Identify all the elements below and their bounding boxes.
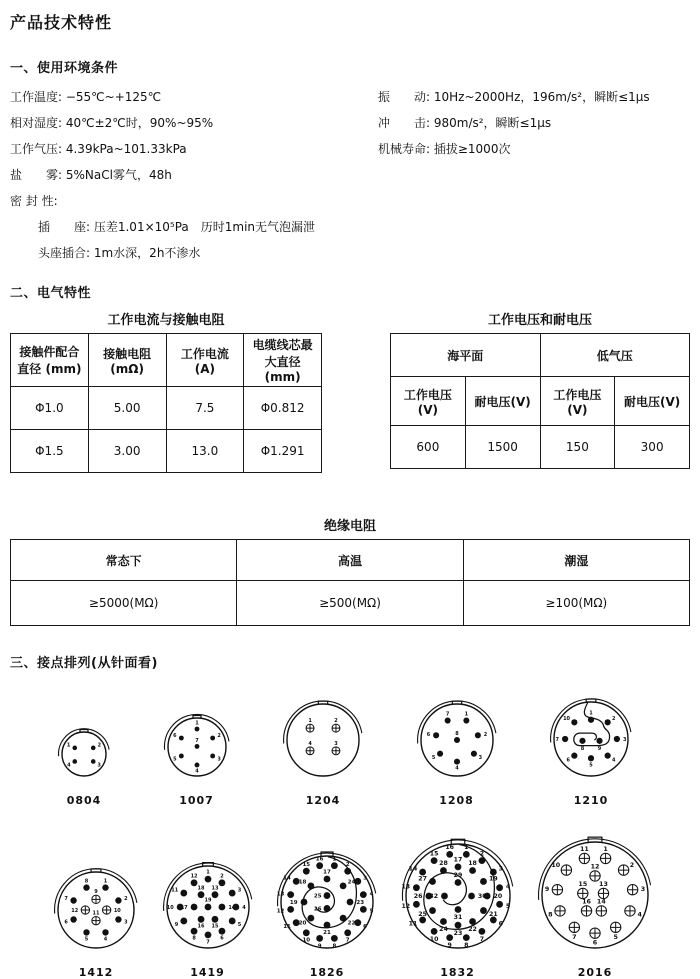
insulation-table	[10, 539, 690, 626]
table-cell: Φ1.291	[244, 430, 322, 473]
pin-label: 17	[180, 904, 188, 911]
section2-heading: 二、电气特性	[10, 286, 92, 301]
pin-label: 7	[194, 737, 199, 744]
pin-15	[429, 850, 438, 864]
pin-label: 12	[590, 863, 600, 871]
pin-23	[453, 922, 462, 937]
pin-label: 5	[505, 902, 510, 910]
pin-label: 2	[345, 861, 350, 868]
pin-label: 9	[174, 921, 178, 928]
pin-11	[92, 910, 100, 924]
pin-label: 7	[205, 939, 210, 946]
table-header-cell: 耐电压(V)	[615, 377, 690, 426]
pin-label: 5	[84, 936, 89, 943]
shell-circle	[62, 732, 106, 776]
pin-23	[347, 899, 365, 906]
pin-label: 2	[611, 715, 616, 722]
section3-heading: 三、接点排列(从针面看)	[10, 656, 158, 671]
pin-label: 21	[488, 910, 498, 918]
spec-line-shock: 冲 击: 980m/s²，瞬断≤1μs	[378, 116, 552, 130]
connector-label: 1208	[439, 794, 474, 807]
pin-label: 4	[67, 762, 71, 769]
pin-11	[579, 846, 589, 863]
table-header-cell: 接触电阻 (mΩ)	[88, 334, 166, 387]
pin-label: 6	[64, 919, 68, 926]
spec-line-mechanical-life: 机械寿命: 插拔≥1000次	[378, 142, 511, 156]
pin-30	[468, 893, 487, 901]
spec-line-relative-humidity: 相对湿度: 40℃±2℃时，90%~95%	[10, 116, 214, 130]
pin-label: 11	[283, 924, 291, 931]
pin-label: 16	[315, 856, 324, 863]
connector-item	[405, 688, 509, 807]
pin-label: 6	[426, 731, 430, 738]
pin-label: 26	[413, 893, 422, 901]
pin-label: 10	[429, 936, 438, 943]
pin-label: 30	[477, 893, 487, 901]
pin-label: 24	[347, 879, 356, 886]
pin-label: 25	[313, 893, 322, 900]
pin-label: 8	[548, 911, 553, 919]
pin-label: 12	[276, 908, 285, 915]
pin-label: 2	[479, 850, 484, 858]
voltage-block	[390, 309, 690, 473]
pin-16	[197, 916, 204, 930]
table-header-cell: 常态下	[11, 540, 237, 581]
pin-label: 3	[640, 885, 646, 893]
pin-label: 6	[592, 939, 598, 947]
pin-label: 5	[613, 933, 618, 941]
pin-16	[581, 899, 591, 916]
pin-label: 14	[283, 875, 291, 882]
pin-label: 7	[572, 933, 577, 941]
pin-label: 8	[580, 745, 585, 752]
pin-label: 8	[332, 943, 337, 950]
pin-label: 1	[463, 844, 468, 851]
table-cell: 300	[615, 426, 690, 469]
pin-label: 15	[578, 881, 588, 889]
environment-conditions	[10, 84, 690, 266]
table-cell: 7.5	[166, 387, 244, 430]
pin-label: 6	[498, 920, 503, 928]
pin-label: 8	[463, 942, 468, 950]
pin-label: 3	[237, 887, 241, 894]
pin-label: 32	[428, 893, 438, 901]
table-group-header-cell: 海平面	[391, 334, 541, 377]
connector-label: 1826	[309, 966, 345, 979]
pin-label: 18	[467, 860, 477, 868]
connector-diagram-1204	[271, 688, 375, 792]
table-cell: 1500	[465, 426, 540, 469]
table-header-cell: 工作电压(V)	[540, 377, 615, 426]
pin-label: 20	[493, 893, 502, 901]
table-header-cell: 工作电压(V)	[391, 377, 466, 426]
pin-label: 12	[400, 902, 410, 910]
pin-label: 4	[194, 768, 199, 775]
pin-label: 16	[444, 844, 454, 851]
pin-label: 7	[64, 895, 68, 902]
pin-label: 6	[566, 757, 571, 764]
pin-12	[590, 864, 600, 881]
table-cell: 600	[391, 426, 466, 469]
voltage-table	[390, 333, 690, 469]
pin-17	[453, 856, 462, 870]
spec-line-receptacle-seal: 插 座: 压差1.01×10⁵Pa 历时1min无气泡漏泄	[38, 220, 316, 234]
pin-label: 5	[172, 756, 177, 763]
pin-label: 5	[237, 921, 241, 928]
pin-label: 9	[447, 942, 452, 950]
spec-line-operating-pressure: 工作气压: 4.39kPa~101.33kPa	[10, 142, 187, 156]
pin-label: 13	[400, 883, 410, 891]
pin-label: 13	[276, 891, 285, 898]
pin-label: 4	[369, 891, 374, 898]
pin-label: 16	[582, 898, 591, 906]
table-cell: Φ1.5	[11, 430, 89, 473]
connector-item	[526, 826, 664, 979]
table-cell: ≥5000(MΩ)	[11, 581, 237, 626]
pin-label: 18	[298, 879, 307, 886]
pin-label: 2	[216, 733, 221, 740]
pin-label: 14	[596, 898, 606, 906]
connector-label: 2016	[577, 966, 613, 979]
pin-label: 21	[323, 929, 331, 936]
pin-label: 2	[97, 742, 102, 749]
pin-label: 8	[191, 935, 196, 942]
table-cell: Φ1.0	[11, 387, 89, 430]
spec-line-vibration: 振 动: 10Hz~2000Hz，196m/s²，瞬断≤1μs	[378, 90, 650, 104]
pin-label: 10	[166, 904, 174, 911]
pin-label: 17	[323, 869, 331, 876]
pin-label: 19	[289, 899, 298, 906]
pin-label: 1	[332, 856, 337, 863]
connector-label: 1210	[573, 794, 609, 807]
pin-label: 3	[623, 736, 627, 743]
pin-31	[453, 906, 462, 921]
voltage-table-title: 工作电压和耐电压	[487, 313, 592, 328]
pin-label: 1	[205, 869, 210, 876]
pin-label: 4	[241, 904, 246, 911]
connector-diagram-1210	[538, 686, 644, 792]
pin-label: 3	[334, 740, 338, 747]
table-cell: 150	[540, 426, 615, 469]
pin-label: 16	[197, 923, 205, 930]
pin-label: 22	[467, 926, 477, 934]
spec-line-operating-temperature: 工作温度: −55℃~+125℃	[10, 90, 162, 104]
pin-label: 1	[66, 742, 71, 749]
pin-18	[468, 860, 477, 874]
pin-13	[598, 881, 608, 898]
pin-28	[439, 860, 448, 874]
pin-7	[194, 738, 199, 749]
table-header-cell: 潮湿	[463, 540, 689, 581]
connector-label: 0804	[66, 794, 102, 807]
pin-label: 18	[197, 885, 205, 892]
connector-item	[151, 850, 265, 979]
env-left-column	[10, 84, 378, 266]
current-resistance-table-title: 工作电流与接触电阻	[107, 313, 225, 328]
table-cell: 5.00	[88, 387, 166, 430]
connector-diagram-1412	[42, 856, 150, 964]
pin-label: 15	[429, 850, 438, 858]
pin-label: 28	[438, 860, 448, 868]
pin-1	[194, 721, 199, 732]
pin-15	[211, 916, 218, 930]
table-header-cell: 接触件配合直径 (mm)	[11, 334, 89, 387]
connector-diagram-1208	[405, 688, 509, 792]
pin-label: 7	[555, 736, 559, 743]
env-right-column	[378, 84, 690, 266]
pin-label: 7	[345, 937, 350, 944]
pin-15	[578, 881, 588, 898]
pin-label: 1	[103, 878, 108, 885]
pin-label: 24	[438, 926, 448, 934]
pin-label: 8	[454, 730, 459, 737]
pin-label: 11	[92, 910, 100, 917]
pin-label: 19	[488, 875, 498, 883]
pin-label: 9	[544, 885, 550, 893]
pin-label: 3	[363, 875, 367, 882]
table-cell: Φ0.812	[244, 387, 322, 430]
pin-label: 7	[445, 711, 449, 718]
connector-item	[46, 716, 122, 807]
connector-diagram-1826	[265, 840, 389, 964]
table-header-cell: 工作电流 (A)	[166, 334, 244, 387]
connector-item	[271, 688, 375, 807]
pin-4	[194, 763, 199, 775]
shell-circle	[287, 704, 359, 776]
pin-label: 14	[227, 904, 235, 911]
pin-label: 19	[204, 897, 211, 904]
pin-label: 7	[479, 936, 484, 943]
pin-label: 6	[219, 935, 224, 942]
connector-diagram-1832	[390, 828, 526, 964]
pin-label: 15	[210, 923, 218, 930]
pin-label: 4	[308, 740, 312, 747]
table-cell: 3.00	[88, 430, 166, 473]
pin-label: 9	[94, 889, 98, 896]
pin-label: 11	[170, 887, 178, 894]
pin-label: 4	[637, 911, 642, 919]
pin-label: 6	[363, 924, 367, 931]
connector-diagrams-row-1	[10, 681, 690, 807]
spec-line-salt-spray: 盐 雾: 5%NaCl雾气，48h	[10, 168, 172, 182]
pin-label: 3	[97, 762, 101, 769]
table-cell: ≥500(MΩ)	[237, 581, 463, 626]
pin-label: 23	[453, 929, 462, 937]
pin-label: 1	[194, 720, 199, 727]
connector-item	[538, 686, 644, 807]
pin-label: 3	[478, 755, 482, 762]
connector-diagram-2016	[526, 826, 664, 964]
pin-label: 5	[369, 908, 374, 915]
pin-label: 2	[629, 861, 635, 869]
pin-label: 22	[347, 920, 356, 927]
pin-label: 10	[302, 937, 311, 944]
pin-label: 5	[431, 755, 435, 762]
table-cell: ≥100(MΩ)	[463, 581, 689, 626]
pin-label: 31	[453, 914, 462, 922]
pin-label: 9	[317, 943, 322, 950]
pin-label: 14	[408, 865, 417, 873]
pin-label: 11	[408, 920, 417, 928]
pin-29	[453, 872, 462, 886]
table-header-cell: 耐电压(V)	[465, 377, 540, 426]
pin-label: 3	[124, 919, 128, 926]
connector-item	[152, 702, 242, 807]
spec-line-sealing: 密 封 性:	[10, 194, 58, 208]
pin-label: 1	[589, 710, 593, 717]
table-header-cell: 高温	[237, 540, 463, 581]
insulation-table-title: 绝缘电阻	[323, 519, 376, 534]
table-header-cell: 电缆线芯最大直径 (mm)	[244, 334, 322, 387]
pin-label: 12	[71, 907, 79, 914]
connector-item	[42, 856, 150, 979]
pin-label: 1	[308, 718, 312, 725]
table-group-header-cell: 低气压	[540, 334, 690, 377]
pin-label: 6	[172, 733, 177, 740]
connector-diagram-1007	[152, 702, 242, 792]
current-resistance-block	[10, 309, 322, 473]
pin-label: 10	[113, 907, 121, 914]
current-resistance-table	[10, 333, 322, 473]
pin-label: 10	[563, 715, 571, 722]
pin-label: 2	[334, 718, 338, 725]
connector-label: 1204	[305, 794, 341, 807]
pin-label: 2	[219, 873, 224, 880]
pin-label: 17	[453, 856, 462, 864]
pin-label: 1	[464, 711, 468, 718]
pin-label: 3	[216, 756, 221, 763]
pin-label: 8	[84, 878, 89, 885]
pin-label: 20	[298, 920, 307, 927]
connector-diagram-1419	[151, 850, 265, 964]
spec-line-mated-seal: 头座插合: 1m水深，2h不渗水	[38, 246, 201, 260]
connector-diagram-0804	[46, 716, 122, 792]
section1-heading: 一、使用环境条件	[10, 61, 119, 76]
pin-label: 9	[597, 745, 602, 752]
pin-label: 13	[210, 885, 218, 892]
pin-22	[468, 918, 477, 933]
connector-label: 1419	[190, 966, 225, 979]
pin-label: 4	[103, 936, 108, 943]
pin-label: 23	[356, 899, 365, 906]
pin-label: 12	[190, 873, 198, 880]
page-title: 产品技术特性	[10, 13, 113, 32]
pin-label: 29	[453, 872, 462, 880]
pin-label: 11	[579, 846, 589, 854]
connector-label: 1007	[179, 794, 214, 807]
pin-label: 1	[603, 846, 608, 854]
pin-label: 2	[124, 895, 128, 902]
connector-item	[390, 828, 526, 979]
pin-14	[596, 899, 606, 916]
pin-label: 27	[417, 875, 427, 883]
pin-label: 10	[551, 861, 561, 869]
connector-label: 1832	[440, 966, 475, 979]
table-cell: 13.0	[166, 430, 244, 473]
pin-label: 5	[589, 762, 593, 769]
pin-label: 4	[611, 757, 616, 764]
pin-label: 26	[313, 906, 322, 913]
pin-label: 13	[599, 881, 608, 889]
pin-label: 15	[302, 861, 311, 868]
pin-label: 25	[417, 910, 427, 918]
pin-label: 2	[483, 731, 487, 738]
pin-label: 4	[454, 765, 459, 772]
connector-item	[265, 840, 389, 979]
pin-label: 4	[505, 883, 510, 891]
electrical-tables-row	[10, 309, 690, 473]
connector-label: 1412	[78, 966, 114, 979]
pin-label: 3	[498, 865, 503, 873]
connector-diagrams-row-2	[10, 815, 690, 979]
